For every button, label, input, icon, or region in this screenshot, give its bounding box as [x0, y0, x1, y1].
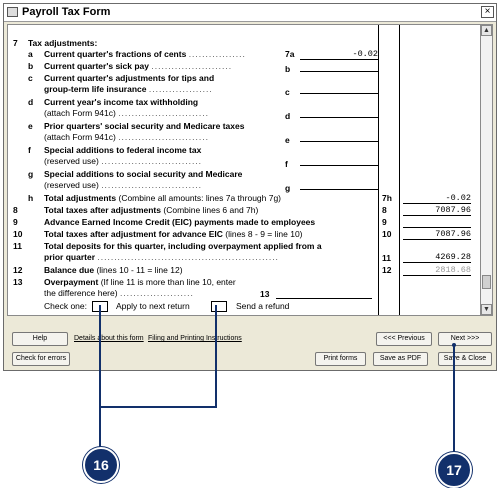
line-ref: 13	[260, 289, 270, 299]
line-text: Balance due	[44, 265, 95, 275]
line-note: (Combine lines 6 and 7h)	[163, 205, 259, 215]
line-letter: e	[28, 121, 33, 131]
window-title: Payroll Tax Form	[22, 6, 111, 18]
leader-dots: ........................	[151, 61, 233, 71]
leader-dots: .................	[188, 49, 246, 59]
line-text: Total deposits for this quarter, including overpayment applied from a	[44, 241, 322, 251]
input-7h[interactable]: -0.02	[403, 193, 471, 204]
line-text-cont: (attach Form 941c)	[44, 108, 116, 118]
line-number: 12	[13, 265, 23, 275]
leader-dots: ..............................	[101, 180, 203, 190]
line-text: Total taxes after adjustments	[44, 205, 161, 215]
line-ref: b	[285, 64, 291, 74]
line-text-cont: (reserved use)	[44, 156, 99, 166]
line-letter: c	[28, 73, 33, 83]
print-forms-button[interactable]: Print forms	[315, 352, 366, 366]
send-refund-label: Send a refund	[236, 301, 290, 311]
line-text: Current quarter's fractions of cents	[44, 49, 187, 59]
line-ref: 11	[382, 253, 391, 263]
filing-instructions-link[interactable]: Filing and Printing Instructions	[148, 335, 242, 342]
line-note: (lines 8 - 9 = line 10)	[225, 229, 303, 239]
line-number: 10	[13, 229, 23, 239]
line-text-cont: prior quarter	[44, 252, 96, 262]
line-note: (Combine all amounts: lines 7a through 7g)	[118, 193, 282, 203]
line-number: 13	[13, 277, 23, 287]
output-12: 2818.68	[403, 265, 471, 276]
leader-dots: ......................................................	[97, 252, 279, 262]
line-letter: h	[28, 193, 34, 203]
line-label: Tax adjustments:	[28, 38, 98, 48]
line-text-cont: (attach Form 941c)	[44, 132, 116, 142]
line-text: Total taxes after adjustment for advance EIC	[44, 229, 223, 239]
line-ref: 8	[382, 205, 387, 215]
callout-17: 17	[436, 452, 472, 488]
input-10[interactable]: 7087.96	[403, 229, 471, 240]
line-ref: g	[285, 183, 291, 193]
line-number: 9	[13, 217, 18, 227]
leader-dots: ...................	[148, 84, 213, 94]
input-11[interactable]: 4269.28	[403, 252, 471, 263]
line-number: 8	[13, 205, 18, 215]
line-text-cont: (reserved use)	[44, 180, 99, 190]
line-text: Total adjustments	[44, 193, 117, 203]
line-text: Current quarter's adjustments for tips and	[44, 73, 215, 83]
leader-dots: ......................	[119, 288, 194, 298]
line-text: Overpayment	[44, 277, 99, 287]
line-ref: d	[285, 111, 291, 121]
line-text: Current quarter's sick pay	[44, 61, 150, 71]
check-errors-button[interactable]: Check for errors	[12, 352, 70, 366]
line-text: Special additions to federal income tax	[44, 145, 202, 155]
line-ref: 9	[382, 217, 387, 227]
line-text: Prior quarters' social security and Medicare taxes	[44, 121, 245, 131]
line-letter: a	[28, 49, 33, 59]
previous-button[interactable]: <<< Previous	[376, 332, 432, 346]
callout-16: 16	[83, 447, 119, 483]
save-pdf-button[interactable]: Save as PDF	[373, 352, 428, 366]
help-button[interactable]: Help	[12, 332, 68, 346]
line-number: 7	[13, 38, 18, 48]
line-note: (If line 11 is more than line 10, enter	[100, 277, 236, 287]
details-link[interactable]: Details about this form	[74, 335, 144, 342]
line-text-cont: the difference here)	[44, 288, 118, 298]
input-7a[interactable]: -0.02	[300, 49, 378, 60]
line-letter: f	[28, 145, 31, 155]
line-text: Advance Earned Income Credit (EIC) payments made to employees	[44, 217, 316, 227]
check-one-label: Check one:	[44, 301, 87, 311]
line-letter: d	[28, 97, 34, 107]
line-note: (lines 10 - 11 = line 12)	[96, 265, 183, 275]
leader-dots: ...........................	[118, 132, 209, 142]
scroll-down-icon[interactable]: ▼	[481, 304, 492, 315]
apply-next-label: Apply to next return	[116, 301, 190, 311]
line-number: 11	[13, 241, 22, 251]
leader-dots: ...........................	[118, 108, 209, 118]
save-close-button[interactable]: Save & Close	[438, 352, 492, 366]
line-ref: 7a	[285, 49, 295, 59]
next-button[interactable]: Next >>>	[438, 332, 492, 346]
line-letter: b	[28, 61, 34, 71]
line-ref: e	[285, 135, 290, 145]
line-text: Current year's income tax withholding	[44, 97, 199, 107]
line-ref: f	[285, 159, 288, 169]
input-8[interactable]: 7087.96	[403, 205, 471, 216]
line-letter: g	[28, 169, 34, 179]
line-ref: 12	[382, 265, 392, 275]
line-text: Special additions to social security and Medicare	[44, 169, 243, 179]
line-ref: c	[285, 87, 290, 97]
line-text-cont: group-term life insurance	[44, 84, 147, 94]
line-ref: 10	[382, 229, 392, 239]
line-ref: 7h	[382, 193, 392, 203]
scroll-up-icon[interactable]: ▲	[481, 25, 492, 36]
close-icon[interactable]: ×	[481, 6, 494, 18]
leader-dots: ..............................	[101, 156, 203, 166]
